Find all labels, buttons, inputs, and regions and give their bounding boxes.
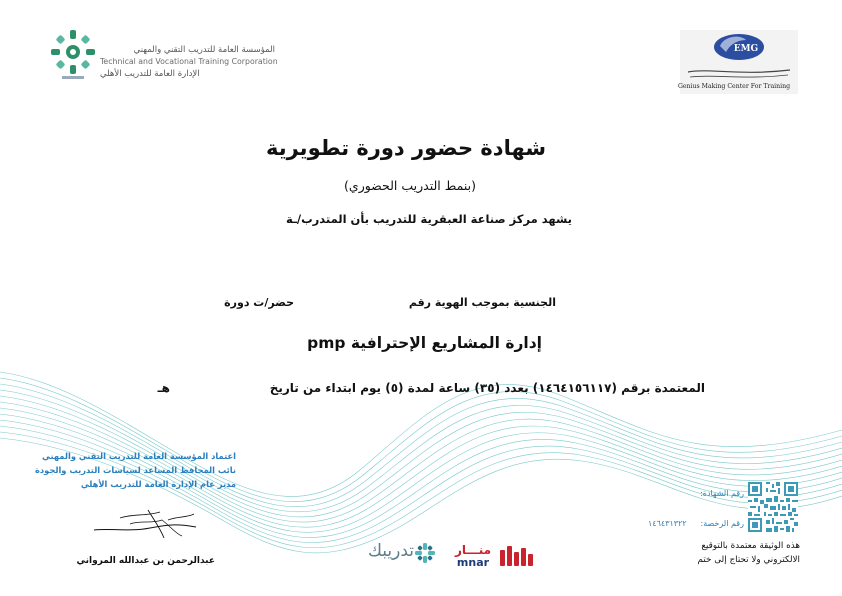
emg-caption: Genius Making Center For Training	[677, 83, 791, 90]
certificate-number-label: رقم الشهادة:	[700, 489, 744, 498]
tvtc-department: الإدارة العامة للتدريب الأهلي	[100, 69, 200, 79]
course-name: إدارة المشاريع الإحترافية pmp	[307, 334, 542, 352]
tvtc-emblem-icon	[48, 28, 98, 80]
license-number-value: ١٤٦٤٣١٣٢٢	[648, 519, 687, 528]
authority-line-3: مدير عام الإدارة العامة للتدريب الأهلي	[80, 479, 236, 489]
authority-line-1: اعتماد المؤسسة العامة للتدريب التقني والمهني	[42, 451, 236, 461]
mnar-arabic-wordmark: منـــار	[454, 543, 492, 557]
qr-code-icon	[748, 482, 798, 532]
certify-line: يشهد مركز صناعة العبقرية للتدريب بأن المتدرب/ـة	[285, 212, 572, 226]
authority-line-2: نائب المحافظ المساعد لسياسات التدريب والجودة	[35, 465, 236, 475]
certificate-subtitle: (بنمط التدريب الحضوري)	[344, 178, 476, 193]
attended-line: حضر/ت دورة	[224, 296, 294, 309]
digital-note-line-1: هذه الوثيقة معتمدة بالتوقيع	[701, 541, 800, 551]
digital-note-line-2: الالكتروني ولا تحتاج إلى ختم	[697, 555, 800, 565]
handwritten-signature	[90, 506, 200, 546]
tadreeb-wordmark: تدريبك	[367, 541, 414, 561]
mnar-english-wordmark: mnar	[456, 556, 490, 569]
tvtc-wordmark	[100, 44, 278, 80]
tvtc-arabic-name: المؤسسة العامة للتدريب التقني والمهني	[133, 45, 275, 55]
approval-line: المعتمدة برقم (١٤٦٤١٥٦١١٧) بعدد (٣٥) ساعة لمدة (٥) يوم ابتداء من تاريخ	[269, 381, 705, 395]
license-number-label: رقم الرخصة:	[700, 519, 744, 528]
emg-logo-text: EMG	[733, 44, 759, 54]
approval-authority	[35, 449, 236, 491]
tadreeb-star-icon	[414, 542, 436, 564]
hijri-suffix: هـ	[157, 381, 170, 395]
tvtc-english-name: Technical and Vocational Training Corporation	[100, 57, 278, 66]
digital-signature-note	[650, 539, 800, 567]
mnar-mark-icon	[498, 544, 536, 568]
nationality-line: الجنسية بموجب الهوية رقم	[408, 296, 556, 309]
certificate-title: شهادة حضور دورة تطويرية	[266, 136, 546, 160]
signer-name: عبدالرحمن بن عبدالله المرواني	[76, 556, 215, 566]
